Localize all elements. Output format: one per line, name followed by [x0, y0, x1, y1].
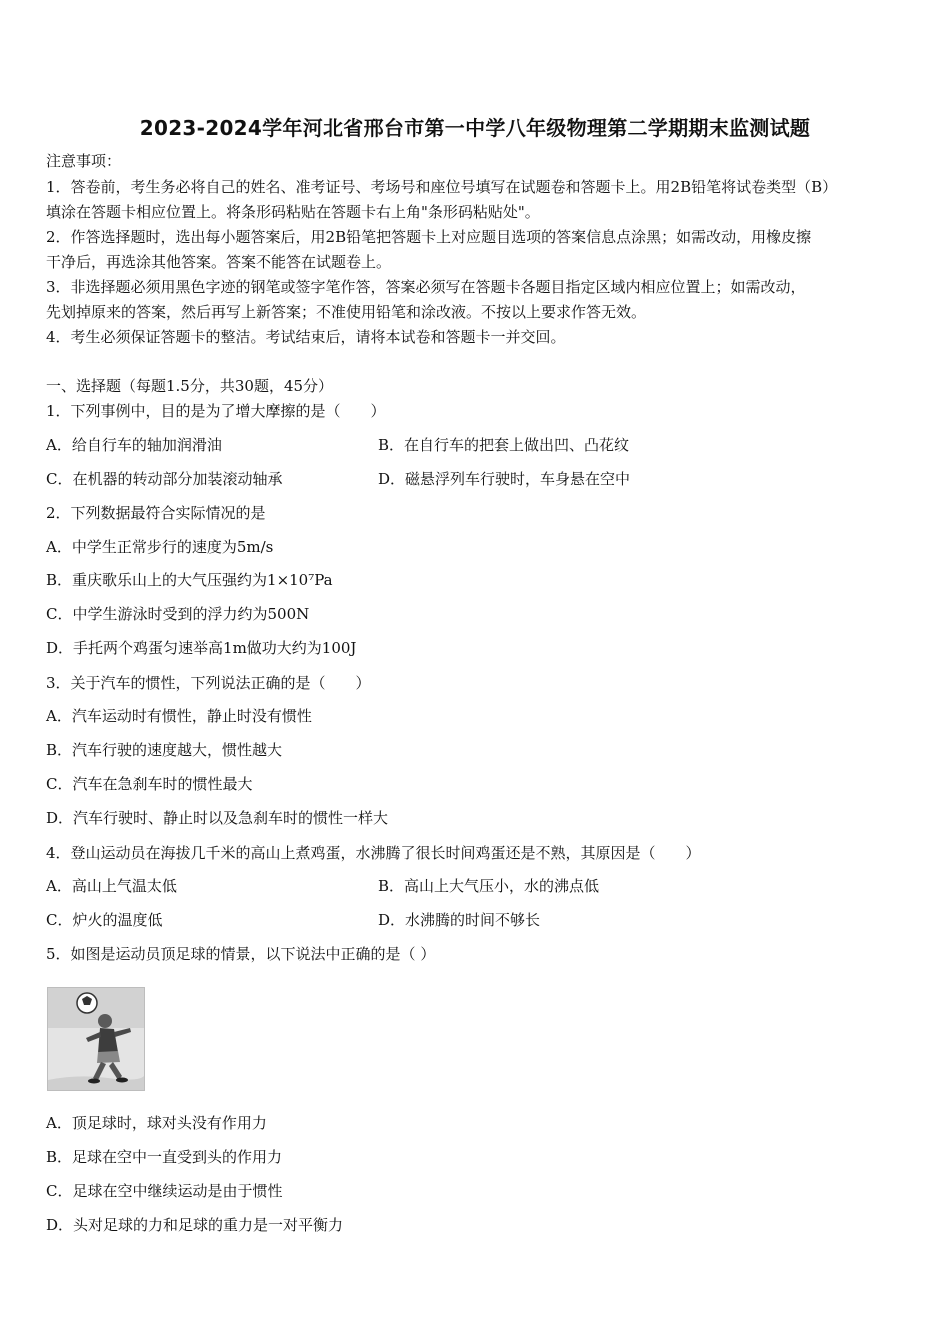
question-stem: 2．下列数据最符合实际情况的是 [46, 504, 266, 522]
notice-line: 干净后，再选涂其他答案。答案不能答在试题卷上。 [46, 253, 392, 271]
option-c: C．中学生游泳时受到的浮力约为500N [46, 605, 310, 623]
option-b: B．高山上大气压小，水的沸点低 [378, 877, 600, 895]
notice-heading: 注意事项： [46, 152, 122, 170]
section-heading: 一、选择题（每题1.5分，共30题，45分） [46, 377, 334, 395]
option-b: B．足球在空中一直受到头的作用力 [46, 1148, 283, 1166]
question-stem: 3．关于汽车的惯性，下列说法正确的是（ ） [46, 674, 371, 692]
question-stem: 1．下列事例中，目的是为了增大摩擦的是（ ） [46, 402, 386, 420]
option-d: D．汽车行驶时、静止时以及急刹车时的惯性一样大 [46, 809, 389, 827]
notice-line: 2．作答选择题时，选出每小题答案后，用2B铅笔把答题卡上对应题目选项的答案信息点涂黑；如需改动，用橡皮擦 [46, 228, 812, 246]
notice-line: 填涂在答题卡相应位置上。将条形码粘贴在答题卡右上角"条形码粘贴处"。 [46, 203, 540, 221]
option-d: D．头对足球的力和足球的重力是一对平衡力 [46, 1216, 344, 1234]
soccer-player-illustration [48, 988, 144, 1090]
option-d: D．磁悬浮列车行驶时，车身悬在空中 [378, 470, 631, 488]
option-b: B．在自行车的把套上做出凹、凸花纹 [378, 436, 630, 454]
notice-line: 先划掉原来的答案，然后再写上新答案；不准使用铅笔和涂改液。不按以上要求作答无效。 [46, 303, 647, 321]
option-a: A．高山上气温太低 [46, 877, 177, 895]
option-d: D．水沸腾的时间不够长 [378, 911, 541, 929]
question-stem: 5．如图是运动员顶足球的情景，以下说法中正确的是（ ） [46, 945, 436, 963]
option-c: C．汽车在急刹车时的惯性最大 [46, 775, 253, 793]
option-b: B．汽车行驶的速度越大，惯性越大 [46, 741, 283, 759]
option-a: A．给自行车的轴加润滑油 [46, 436, 222, 454]
option-a: A．汽车运动时有惯性，静止时没有惯性 [46, 707, 312, 725]
option-c: C．炉火的温度低 [46, 911, 163, 929]
option-d: D．手托两个鸡蛋匀速举高1m做功大约为100J [46, 639, 357, 657]
question-stem: 4．登山运动员在海拔几千米的高山上煮鸡蛋，水沸腾了很长时间鸡蛋还是不熟，其原因是（ ） [46, 844, 701, 862]
notice-line: 1．答卷前，考生务必将自己的姓名、准考证号、考场号和座位号填写在试题卷和答题卡上。用2B铅笔将试卷类型（B） [46, 178, 838, 196]
option-c: C．在机器的转动部分加装滚动轴承 [46, 470, 283, 488]
header-ball-photo [47, 987, 145, 1091]
notice-line: 4．考生必须保证答题卡的整洁。考试结束后，请将本试卷和答题卡一并交回。 [46, 328, 566, 346]
option-b: B．重庆歌乐山上的大气压强约为1×10⁷Pa [46, 571, 333, 589]
option-a: A．中学生正常步行的速度为5m/s [46, 538, 274, 556]
option-c: C．足球在空中继续运动是由于惯性 [46, 1182, 283, 1200]
exam-title: 2023-2024学年河北省邢台市第一中学八年级物理第二学期期末监测试题 [139, 116, 811, 140]
notice-line: 3．非选择题必须用黑色字迹的钢笔或签字笔作答，答案必须写在答题卡各题目指定区域内相应位置上；如需改动， [46, 278, 806, 296]
option-a: A．顶足球时，球对头没有作用力 [46, 1114, 267, 1132]
